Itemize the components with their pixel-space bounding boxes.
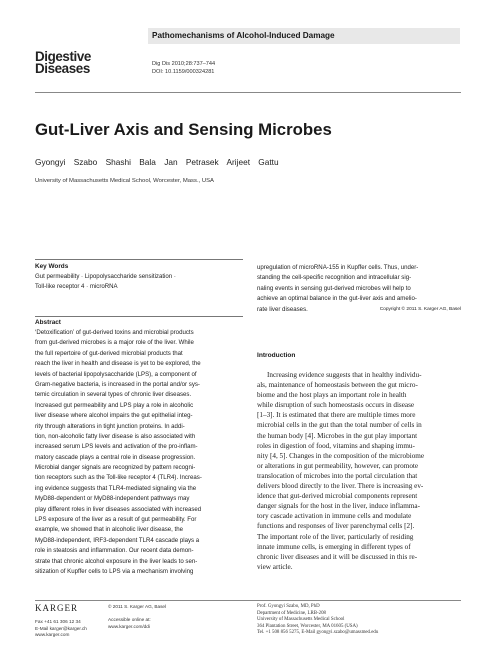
abstract-line: standing the cell-specific recognition and intracellular sig- [257, 274, 412, 282]
intro-line: idence that gut-derived microbial components represent [257, 492, 418, 501]
abstract-text [35, 328, 202, 577]
abstract-line: matory cascade plays a central role in disease progression. [35, 453, 196, 461]
intro-line: innate immune cells, is emerging in different types of [257, 542, 411, 551]
journal-logo [35, 51, 91, 75]
abstract-line: role in steatosis and inflammation. Our recent data demon- [35, 547, 194, 555]
abstract-line: play different roles in liver diseases associated with increased [35, 505, 202, 513]
correspondence-line: 364 Plantation Street, Worcester, MA 01605 (USA) [257, 623, 358, 629]
abstract-line: Microbial danger signals are recognized by pattern recogni- [35, 464, 196, 472]
abstract-line: naling events in sensing gut-derived microbes will help to [257, 284, 411, 292]
citation: Dig Dis 2010;28:737–744 [152, 61, 216, 67]
abstract-line: MyD88-dependent or MyD88-independent pathways may [35, 495, 190, 503]
abstract-line: levels of bacterial lipopolysaccharide (LPS), a component of [35, 370, 197, 378]
publisher-contact [35, 619, 87, 639]
footer-copyright [108, 604, 166, 630]
intro-line: the human body [4]. Microbes in the gut play important [257, 431, 418, 440]
abstract-line: strate that chronic alcohol exposure in the liver leads to sen- [35, 557, 198, 565]
author-name: Gyongyi Szabo [35, 157, 98, 167]
correspondence-address [257, 604, 378, 637]
author-list [35, 157, 279, 167]
intro-line: biome and the host plays an important role in health [257, 391, 407, 400]
doi-link[interactable]: DOI: 10.1159/000324281 [152, 69, 215, 75]
abstract-line: reach the liver in health and disease is yet to be explored, the [35, 360, 201, 368]
correspondence-contact[interactable]: Tel. +1 508 856 5275, E-Mail gyongyi.szabo@umassmed.edu [257, 630, 379, 636]
intro-line: translocation of microbes into the portal circulation that [257, 471, 418, 480]
author-name: Jan Petrasek [164, 157, 219, 167]
intro-line: delivers blood directly to the liver. There is increasing ev- [257, 482, 424, 491]
abstract-line: ‘Detoxification’ of gut-derived toxins and microbial products [35, 329, 194, 336]
intro-line: view article. [257, 562, 293, 571]
publisher-fax: Fax +41 61 306 12 34 [35, 619, 81, 624]
journal-logo-line-2: Diseases [35, 61, 90, 76]
journal-website-link[interactable]: www.karger.com/ddi [108, 623, 150, 629]
abstract-line: upregulation of microRNA-155 in Kupffer cells. Thus, under- [257, 264, 419, 271]
abstract-line: ing evidence suggests that TLR4-mediated signaling via the [35, 484, 197, 492]
intro-line: [1–3]. It is estimated that there are multiple times more [257, 411, 416, 420]
correspondence-line: Department of Medicine, LRB-208 [257, 610, 326, 616]
citation-meta [152, 60, 215, 76]
abstract-line: sitization of Kupffer cells to LPS via a mechanism involving [35, 567, 194, 575]
correspondence-line: Prof. Gyongyi Szabo, MD, PhD [257, 604, 320, 609]
abstract-line: example, we showed that in alcoholic liver disease, the [35, 526, 184, 534]
publisher-website[interactable]: www.karger.com [35, 632, 70, 638]
publisher-logo: KARGER [35, 603, 79, 613]
header-divider [35, 92, 461, 93]
footer-spacer [108, 611, 166, 618]
abstract-line: tion, non-alcoholic fatty liver disease is also associated with [35, 432, 196, 440]
introduction-heading: Introduction [257, 352, 296, 359]
abstract-line: Increased gut permeability and LPS play a role in alcoholic [35, 401, 194, 409]
author-name: Arijeet Gattu [226, 157, 279, 167]
intro-line: or alterations in gut permeability, however, can promote [257, 461, 419, 470]
introduction-text [257, 370, 424, 572]
keywords-text [35, 272, 176, 293]
intro-line: chronic liver diseases and it will be discussed in this re- [257, 552, 418, 561]
abstract-line: achieve an optimal balance in the gut-liver axis and amelio- [257, 295, 417, 303]
abstract-line: temic circulation in several types of chronic liver diseases. [35, 391, 192, 399]
abstract-heading: Abstract [35, 319, 61, 326]
intro-line: functions and responses of liver parenchymal cells [2]. [257, 522, 415, 531]
abstract-copyright: Copyright © 2011 S. Karger AG, Basel [379, 306, 461, 312]
keywords-rule [35, 259, 243, 260]
abstract-line: from gut-derived microbes is a major role of the liver. While [35, 339, 194, 347]
keywords-heading: Key Words [35, 263, 69, 270]
intro-line: Increasing evidence suggests that in healthy individu- [267, 371, 422, 379]
abstract-line: liver disease where alcohol impairs the gut epithelial integ- [35, 412, 193, 420]
abstract-line: rity through alterations in tight junction proteins. In addi- [35, 422, 185, 430]
affiliation: University of Massachusetts Medical School, Worcester, Mass., USA [35, 178, 214, 184]
footer-rule [35, 600, 461, 601]
author-name: Shashi Bala [105, 157, 156, 167]
intro-line: roles in digestion of food, vitamins and shaping immu- [257, 441, 415, 450]
intro-line: danger signals for the host in the liver, induce inflamma- [257, 502, 420, 511]
article-title: Gut-Liver Axis and Sensing Microbes [35, 120, 332, 139]
publisher-email[interactable]: E-Mail karger@karger.ch [35, 625, 87, 631]
footer-copyright-line: © 2011 S. Karger AG, Basel [108, 604, 167, 609]
intro-line: tory cascade activation in immune cells and modulate [257, 512, 412, 521]
intro-line: while disruption of such homeostasis occurs in disease [257, 401, 415, 410]
intro-line: als, maintenance of homeostasis between the gut micro- [257, 381, 418, 390]
intro-line: microbial cells in the gut than the total number of cells in [257, 421, 422, 430]
journal-logo-line-1: Digestive [35, 49, 91, 64]
abstract-line: the full repertoire of gut-derived microbial products that [35, 349, 183, 357]
abstract-rule [35, 316, 243, 317]
abstract-line: tion receptors such as the Toll-like receptor 4 (TLR4). Increas- [35, 474, 202, 482]
abstract-line: LPS exposure of the liver as a result of gut permeability. For [35, 516, 197, 524]
intro-line: nity [4, 5]. Changes in the composition of the microbiome [257, 451, 425, 460]
abstract-line: rate liver diseases. [257, 305, 308, 313]
abstract-line: Gram-negative bacteria, is increased in the portal and/or sys- [35, 380, 200, 388]
correspondence-line: University of Massachusetts Medical School [257, 617, 345, 623]
keywords-line: Toll-like receptor 4 · microRNA [35, 283, 118, 291]
abstract-last-line [257, 305, 461, 315]
abstract-line: MyD88-independent, IRF3-dependent TLR4 cascade plays a [35, 536, 200, 544]
keywords-line: Gut permeability · Lipopolysaccharide sensitization · [35, 273, 176, 280]
abstract-continuation [257, 263, 461, 315]
abstract-line: increased serum LPS levels and activation of the pro-inflam- [35, 443, 198, 451]
section-title: Pathomechanisms of Alcohol-Induced Damage [152, 31, 335, 40]
intro-line: The important role of the liver, particularly of residing [257, 532, 414, 541]
footer-accessible-label: Accessible online at: [108, 617, 151, 623]
